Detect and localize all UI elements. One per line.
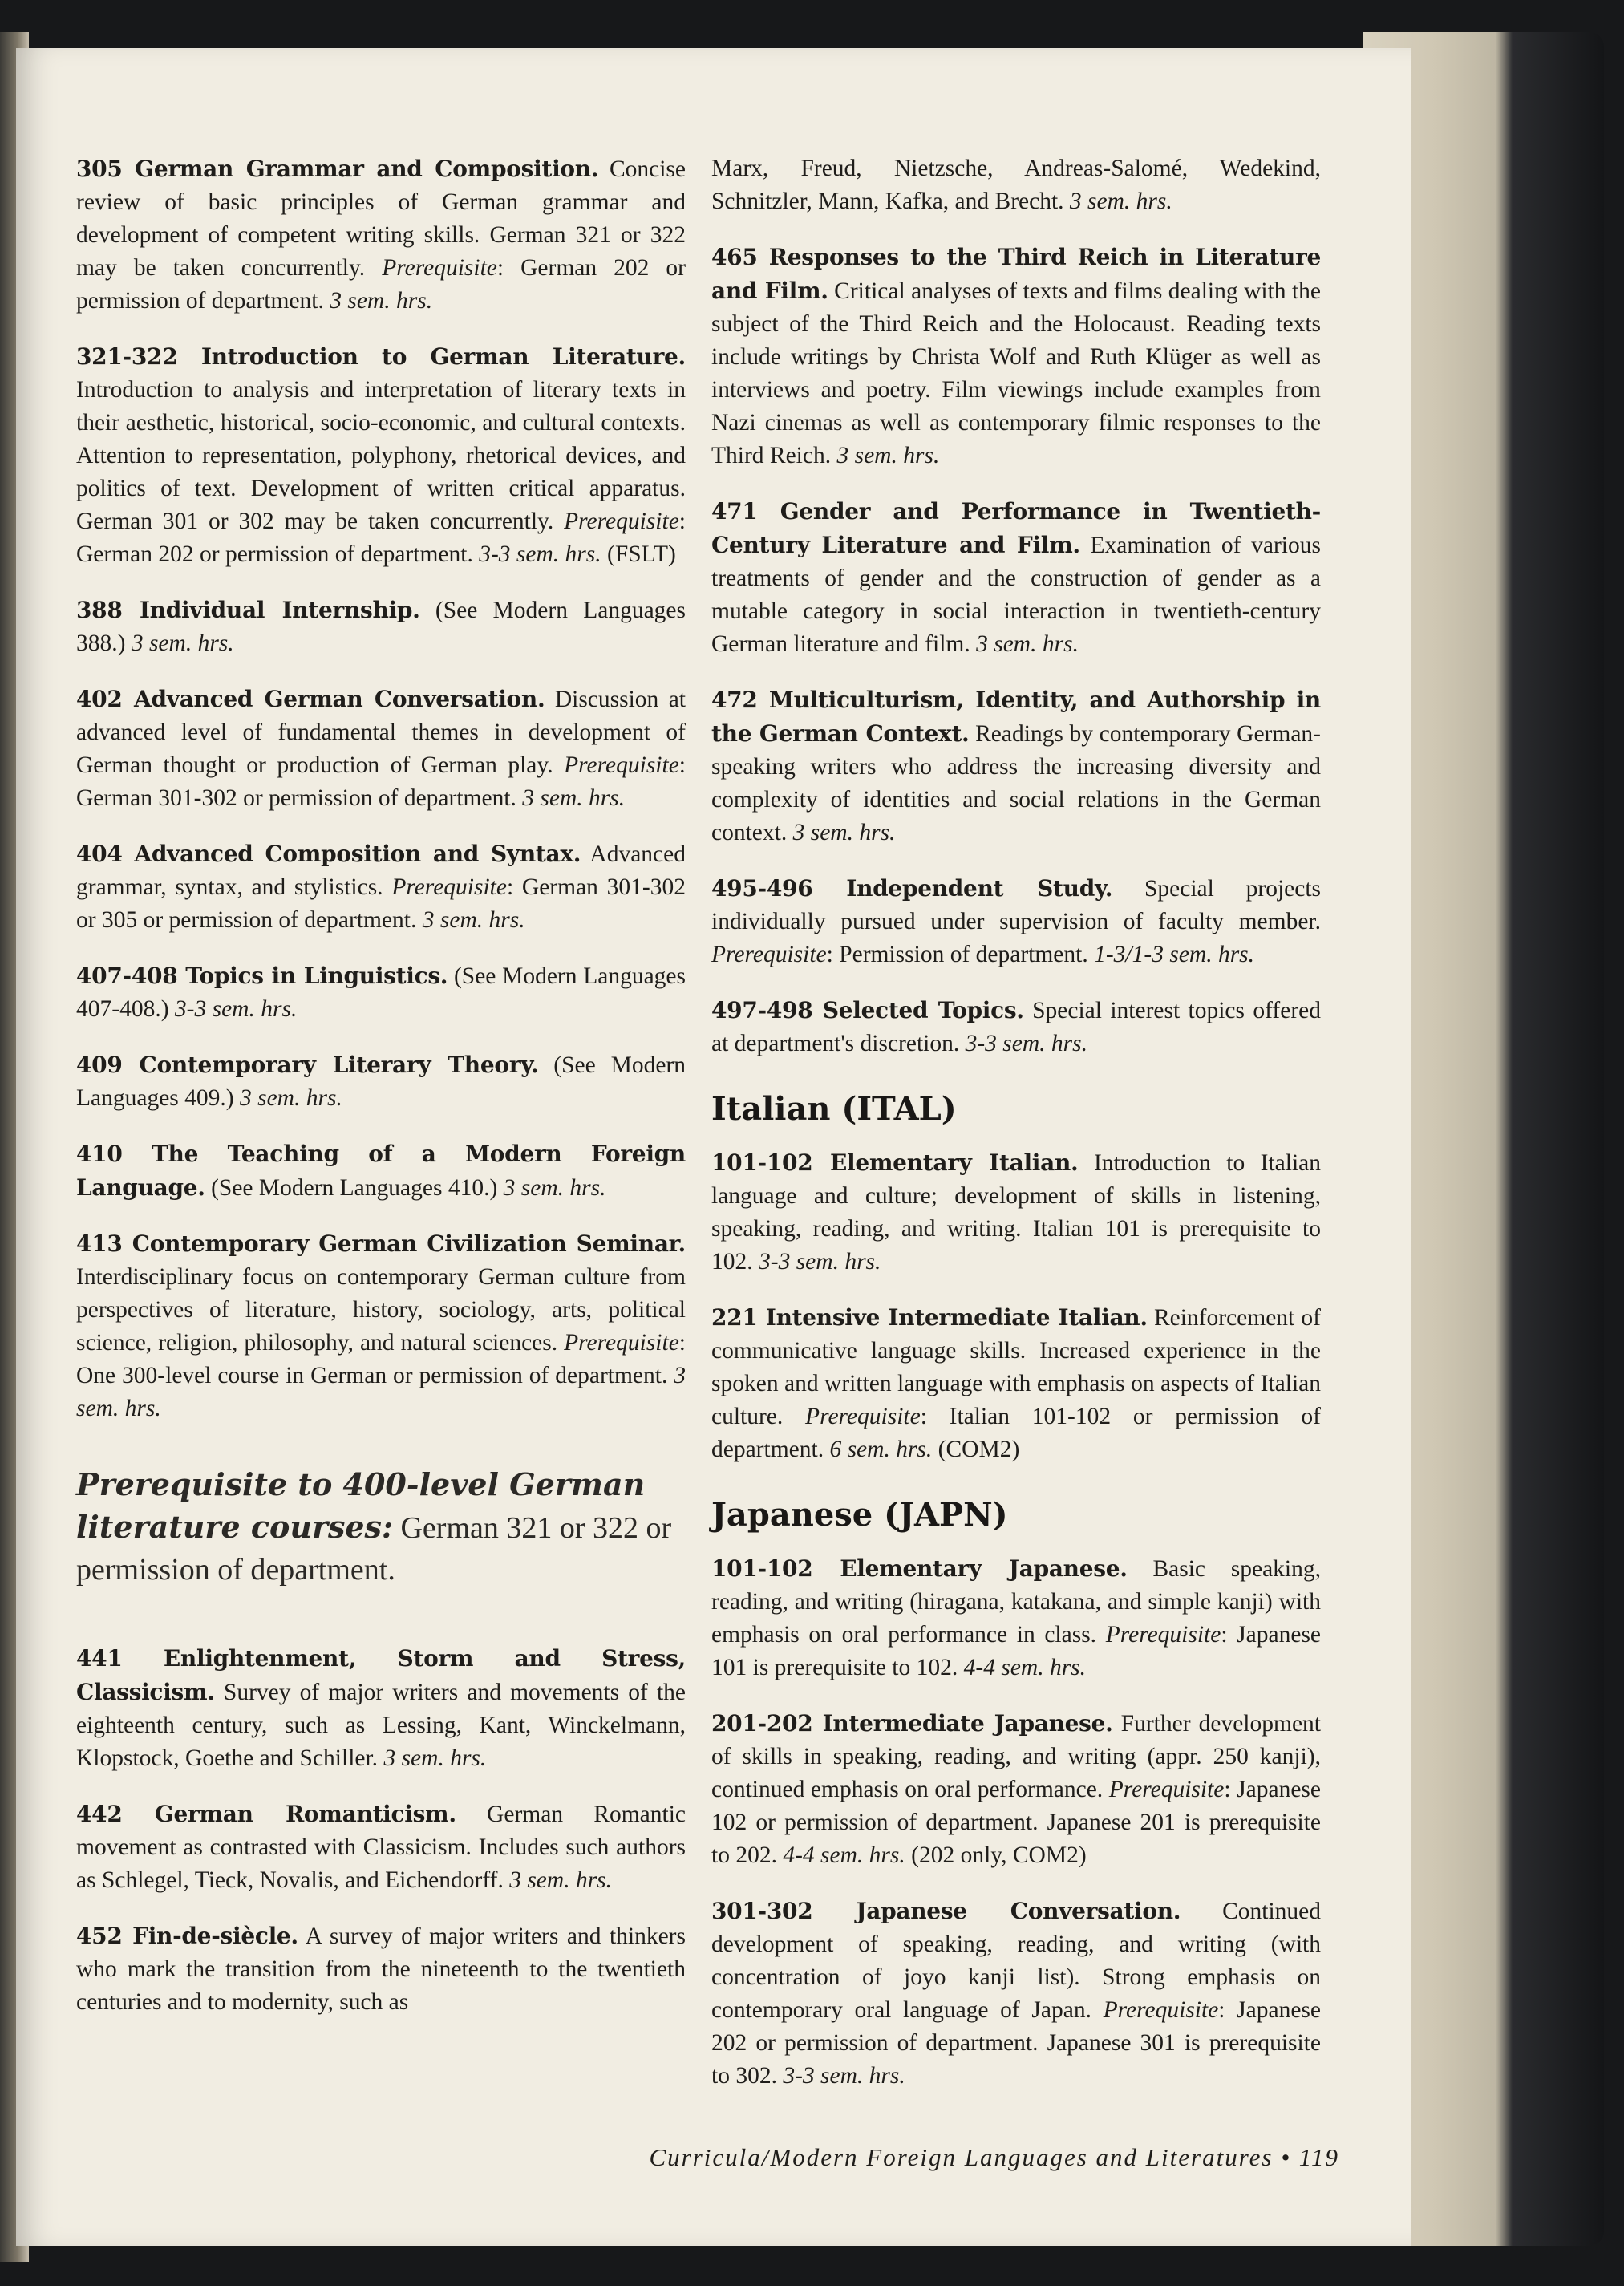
course-entry [76, 594, 686, 660]
course-description: Examination of various treatments of gender and the construction of gender as a mutable category in social interaction in twentieth-century German literature and film. [711, 533, 1321, 657]
prerequisite-text: : Japanese 202 or permission of department. Japanese 301 is prerequisite to 302. [711, 1997, 1322, 2089]
course-description: Reinforcement of communicative language skills. Increased experience in the spoken and written language with emphasis on aspects of Italian culture. [711, 1305, 1321, 1429]
course-title: 404 Advanced Composition and Syntax. [76, 841, 581, 867]
continued-entry [711, 152, 1321, 218]
course-hours: 3 sem. hrs. [503, 1175, 606, 1201]
course-title: 388 Individual Internship. [76, 597, 420, 623]
course-hours: 3 sem. hrs. [76, 1363, 686, 1421]
course-entry [76, 1919, 686, 2019]
italian-entries [711, 1146, 1321, 1466]
course-title: 497-498 Selected Topics. [711, 997, 1024, 1023]
prerequisite-label: Prerequisite [1103, 1997, 1219, 2023]
course-entry [711, 495, 1321, 661]
course-title: 465 Responses to the Third Reich in Literature and Film. [711, 244, 1321, 304]
course-title: 221 Intensive Intermediate Italian. [711, 1304, 1148, 1331]
course-description: (See Modern Languages 410.) [205, 1175, 504, 1201]
course-title: 471 Gender and Performance in Twentieth-Century Literature and Film. [711, 498, 1321, 558]
course-description: A survey of major writers and thinkers who mark the transition from the nineteenth to the twentieth centuries and to modernity, such as [76, 1923, 686, 2015]
entries-bottom [76, 1642, 686, 2019]
course-description: Continued development of speaking, reading, and writing (with concentration of joyo kanji list). Strong emphasis on contemporary oral language of Japan. [711, 1899, 1321, 2023]
prerequisite-text: : Permission of department. [826, 942, 1095, 967]
course-entry [76, 1227, 686, 1425]
course-title: 409 Contemporary Literary Theory. [76, 1052, 539, 1078]
prerequisite-text: : German 202 or permission of department. [76, 255, 686, 314]
japanese-entries [711, 1552, 1321, 2093]
course-title: 441 Enlightenment, Storm and Stress, Classicism. [76, 1645, 686, 1705]
course-entry [76, 959, 686, 1026]
prerequisite-text: : German 301-302 or 305 or permission of department. [76, 874, 686, 933]
prerequisite-text: : Japanese 102 or permission of department. Japanese 201 is prerequisite to 202. [711, 1777, 1321, 1868]
course-hours: 3-3 sem. hrs. [479, 541, 601, 567]
course-title: 410 The Teaching of a Modern Foreign Language. [76, 1141, 686, 1201]
course-entry [711, 994, 1321, 1060]
course-title: 472 Multiculturism, Identity, and Authorship in the German Context. [711, 687, 1321, 747]
prerequisite-label: Prerequisite [382, 255, 497, 281]
prerequisite-label: Prerequisite [564, 752, 679, 778]
callout-lead: Prerequisite to 400-level German literature courses: [76, 1466, 646, 1545]
course-description: Concise review of basic principles of German grammar and development of competent writing skills. German 321 or 322 may be taken concurrently. [76, 156, 686, 281]
course-hours: 3 sem. hrs. [836, 443, 940, 468]
course-entry [711, 1552, 1321, 1684]
catalog-page [16, 48, 1411, 2246]
course-description: (See Modern Languages 409.) [76, 1052, 686, 1111]
course-hours: 3 sem. hrs. [509, 1867, 613, 1893]
japanese-heading: Japanese (JAPN) [711, 1496, 1008, 1534]
course-hours: 6 sem. hrs. [829, 1437, 933, 1462]
prerequisite-label: Prerequisite [564, 509, 679, 534]
course-entry [711, 683, 1321, 849]
course-description: (See Modern Languages 388.) [76, 598, 686, 656]
course-description: Advanced grammar, syntax, and stylistics. [76, 841, 686, 900]
course-title: 301-302 Japanese Conversation. [711, 1898, 1181, 1924]
course-note: (FSLT) [601, 541, 676, 567]
continued-hours: 3 sem. hrs. [1069, 188, 1172, 214]
course-title: 101-102 Elementary Italian. [711, 1149, 1079, 1176]
course-hours: 4-4 sem. hrs. [783, 1842, 905, 1868]
course-entry [76, 340, 686, 571]
course-description: Discussion at advanced level of fundamental themes in development of German thought or production of German play. [76, 687, 686, 778]
course-note: (202 only, COM2) [905, 1842, 1087, 1868]
course-title: 407-408 Topics in Linguistics. [76, 963, 448, 989]
course-entry [711, 1895, 1321, 2093]
page-footer: Curricula/Modern Foreign Languages and Literatures • 119 [649, 2143, 1339, 2171]
course-title: 413 Contemporary German Civilization Seminar. [76, 1230, 686, 1257]
course-title: 442 German Romanticism. [76, 1801, 456, 1827]
course-hours: 3 sem. hrs. [792, 820, 896, 845]
course-hours: 3 sem. hrs. [131, 630, 234, 656]
prerequisite-callout [76, 1464, 686, 1591]
course-title: 321-322 Introduction to German Literature. [76, 343, 686, 370]
course-description: Critical analyses of texts and films dealing with the subject of the Third Reich and the Holocaust. Reading texts include writings by Christa Wolf and Ruth Klüger as well as interviews and poetry. Film viewings include examples from Nazi cinemas as well as contemporary filmic responses to the Third Reich. [711, 278, 1322, 468]
course-hours: 3 sem. hrs. [383, 1745, 487, 1771]
prerequisite-label: Prerequisite [564, 1330, 679, 1356]
course-hours: 3 sem. hrs. [422, 907, 525, 933]
course-entry [76, 1048, 686, 1115]
course-entry [76, 152, 686, 318]
right-column [711, 152, 1321, 2115]
prerequisite-text: : Italian 101-102 or permission of department. [711, 1404, 1321, 1462]
course-description: Further development of skills in speaking, reading, and writing (appr. 250 kanji), continued emphasis on oral performance. [711, 1711, 1321, 1802]
course-description: Interdisciplinary focus on contemporary German culture from perspectives of literature, history, sociology, arts, political science, religion, philosophy, and natural sciences. [76, 1264, 686, 1356]
prerequisite-label: Prerequisite [805, 1404, 921, 1429]
course-description: Special projects individually pursued under supervision of faculty member. [711, 876, 1322, 934]
course-description: Basic speaking, reading, and writing (hiragana, katakana, and simple kanji) with emphasis on oral performance in class. [711, 1556, 1321, 1648]
course-hours: 3 sem. hrs. [330, 288, 433, 314]
course-entry [76, 1798, 686, 1897]
course-entry [711, 872, 1321, 971]
course-title: 201-202 Intermediate Japanese. [711, 1710, 1113, 1737]
prerequisite-label: Prerequisite [1108, 1777, 1225, 1802]
course-entry [76, 683, 686, 815]
course-entry [76, 837, 686, 937]
prerequisite-label: Prerequisite [711, 942, 827, 967]
course-hours: 3 sem. hrs. [976, 631, 1079, 657]
entries-top [76, 152, 686, 1425]
german-entries [711, 241, 1321, 1060]
course-title: 452 Fin-de-siècle. [76, 1923, 298, 1949]
course-entry [711, 241, 1321, 472]
prerequisite-text: : One 300-level course in German or permission of department. [76, 1330, 686, 1388]
course-note: (COM2) [932, 1437, 1020, 1462]
course-hours: 4-4 sem. hrs. [963, 1655, 1087, 1680]
course-title: 495-496 Independent Study. [711, 875, 1113, 902]
course-description: Readings by contemporary German-speaking writers who address the increasing diversity and complexity of identities and social relations in the German context. [711, 721, 1321, 845]
course-description: (See Modern Languages 407-408.) [76, 963, 686, 1022]
course-description: Introduction to analysis and interpretation of literary texts in their aesthetic, historical, socio-economic, and cultural contexts. Attention to representation, polyphony, rhetorical devices, and politics of text. Development of written critical apparatus. German 301 or 302 may be taken concurrently. [76, 377, 686, 534]
callout-text: German 321 or 322 or permission of department. [76, 1511, 672, 1587]
course-entry [711, 1707, 1321, 1872]
course-hours: 1-3/1-3 sem. hrs. [1094, 942, 1255, 967]
prerequisite-text: : German 301-302 or permission of department. [76, 752, 686, 811]
course-entry [711, 1146, 1321, 1279]
prerequisite-label: Prerequisite [391, 874, 507, 900]
prerequisite-text: : Japanese 101 is prerequisite to 102. [711, 1622, 1322, 1680]
continued-text: Marx, Freud, Nietzsche, Andreas-Salomé, Wedekind, Schnitzler, Mann, Kafka, and Brecht. [711, 156, 1321, 214]
course-description: Introduction to Italian language and culture; development of skills in listening, speaking, reading, and writing. Italian 101 is prerequisite to 102. [711, 1150, 1322, 1275]
course-description: Survey of major writers and movements of the eighteenth century, such as Lessing, Kant, Winckelmann, Klopstock, Goethe and Schiller. [76, 1680, 686, 1771]
prerequisite-text: : German 202 or permission of department. [76, 509, 686, 567]
course-hours: 3-3 sem. hrs. [759, 1249, 881, 1275]
prerequisite-label: Prerequisite [1105, 1622, 1221, 1648]
course-entry [76, 1137, 686, 1205]
course-hours: 3-3 sem. hrs. [783, 2063, 905, 2089]
course-description: German Romantic movement as contrasted with Classicism. Includes such authors as Schlegel, Tieck, Novalis, and Eichendorff. [76, 1802, 686, 1893]
course-hours: 3-3 sem. hrs. [174, 996, 298, 1022]
course-entry [76, 1642, 686, 1775]
course-hours: 3-3 sem. hrs. [965, 1031, 1088, 1056]
left-column [76, 152, 686, 2041]
course-hours: 3 sem. hrs. [522, 785, 626, 811]
course-hours: 3 sem. hrs. [239, 1085, 342, 1111]
course-entry [711, 1301, 1321, 1466]
course-description: Special interest topics offered at department's discretion. [711, 998, 1321, 1056]
italian-heading: Italian (ITAL) [711, 1090, 957, 1128]
course-title: 101-102 Elementary Japanese. [711, 1555, 1128, 1582]
course-title: 402 Advanced German Conversation. [76, 686, 545, 712]
course-title: 305 German Grammar and Composition. [76, 156, 599, 182]
